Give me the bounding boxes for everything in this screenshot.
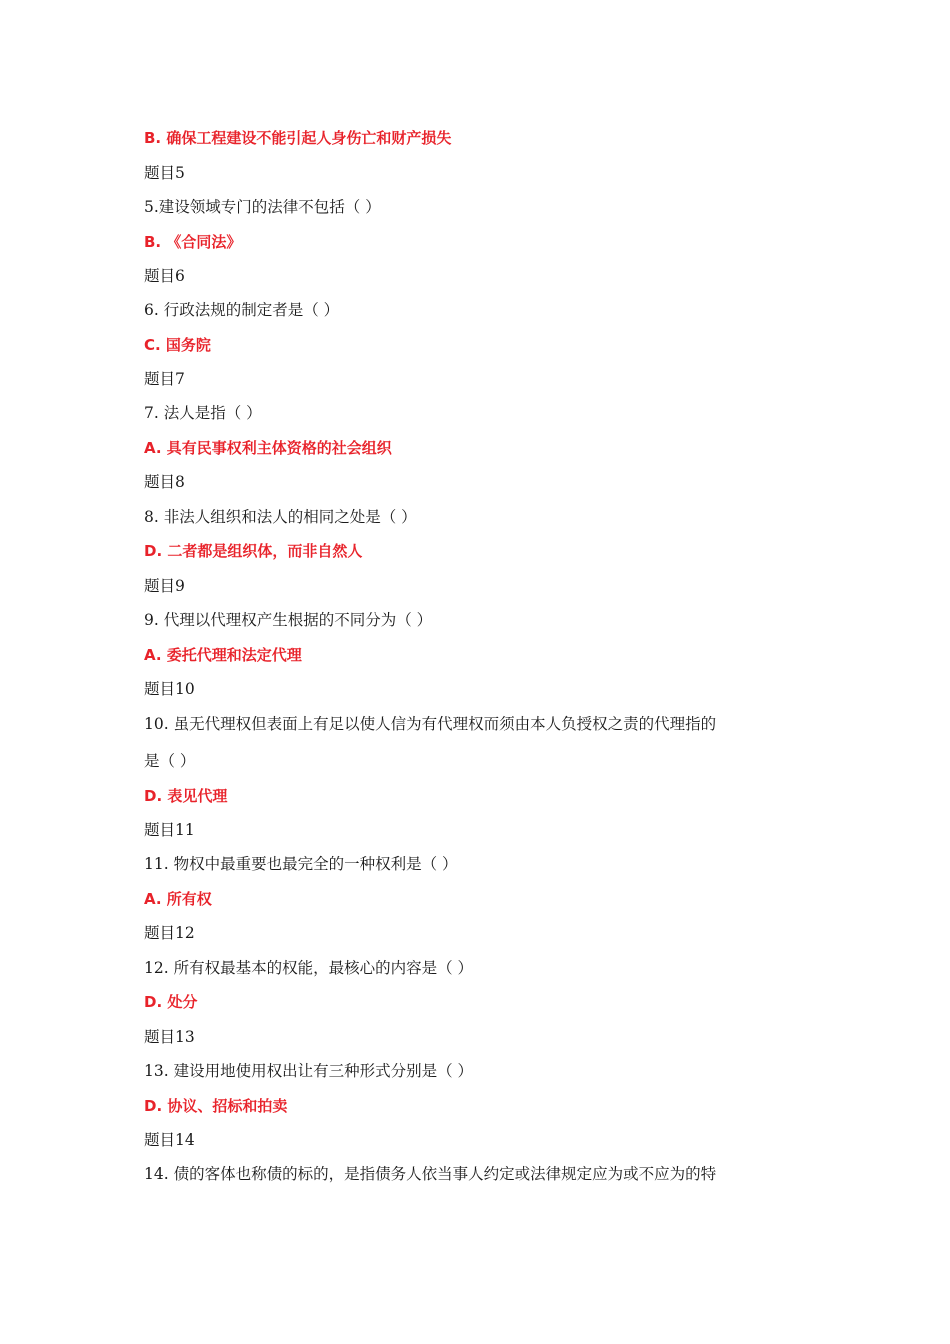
answer-line: D. 表见代理 bbox=[144, 787, 228, 805]
question-number-label: 题目13 bbox=[144, 1028, 195, 1046]
answer-line: D. 协议、招标和拍卖 bbox=[144, 1097, 288, 1115]
question-text: 8. 非法人组织和法人的相同之处是（ ） bbox=[144, 508, 417, 526]
question-number-label: 题目11 bbox=[144, 821, 195, 839]
question-text: 是（ ） bbox=[144, 752, 196, 770]
answer-line: A. 所有权 bbox=[144, 890, 212, 908]
question-number-label: 题目14 bbox=[144, 1131, 195, 1149]
question-text: 13. 建设用地使用权出让有三种形式分别是（ ） bbox=[144, 1062, 474, 1080]
question-text: 7. 法人是指（ ） bbox=[144, 404, 262, 422]
answer-line: C. 国务院 bbox=[144, 336, 211, 354]
question-text: 5.建设领域专门的法律不包括（ ） bbox=[144, 198, 381, 216]
question-number-label: 题目7 bbox=[144, 370, 185, 388]
question-number-label: 题目5 bbox=[144, 164, 185, 182]
answer-line: A. 委托代理和法定代理 bbox=[144, 646, 302, 664]
answer-line: A. 具有民事权利主体资格的社会组织 bbox=[144, 439, 392, 457]
question-text: 9. 代理以代理权产生根据的不同分为（ ） bbox=[144, 611, 433, 629]
question-text: 11. 物权中最重要也最完全的一种权利是（ ） bbox=[144, 855, 458, 873]
question-number-label: 题目8 bbox=[144, 473, 185, 491]
answer-line: B. 确保工程建设不能引起人身伤亡和财产损失 bbox=[144, 129, 452, 147]
question-text: 12. 所有权最基本的权能，最核心的内容是（ ） bbox=[144, 959, 474, 977]
question-number-label: 题目12 bbox=[144, 924, 195, 942]
question-text: 14. 债的客体也称债的标的，是指债务人依当事人约定或法律规定应为或不应为的特 bbox=[144, 1165, 717, 1183]
question-number-label: 题目9 bbox=[144, 577, 185, 595]
answer-line: D. 处分 bbox=[144, 993, 198, 1011]
question-number-label: 题目10 bbox=[144, 680, 195, 698]
question-number-label: 题目6 bbox=[144, 267, 185, 285]
answer-line: B. 《合同法》 bbox=[144, 233, 242, 251]
question-text: 10. 虽无代理权但表面上有足以使人信为有代理权而须由本人负授权之责的代理指的 bbox=[144, 715, 717, 733]
answer-line: D. 二者都是组织体，而非自然人 bbox=[144, 542, 363, 560]
question-text: 6. 行政法规的制定者是（ ） bbox=[144, 301, 340, 319]
